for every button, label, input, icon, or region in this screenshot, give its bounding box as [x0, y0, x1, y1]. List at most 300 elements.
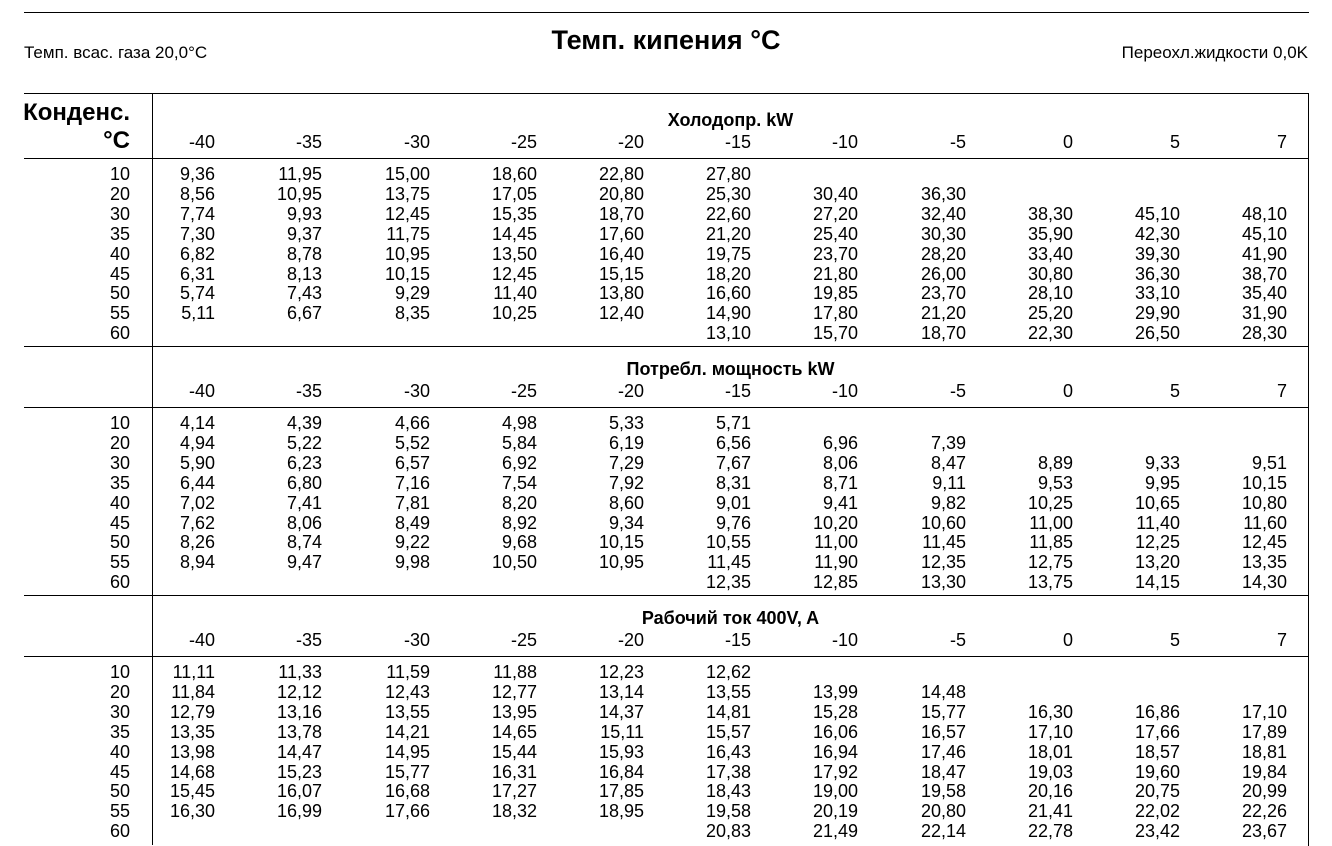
table-cell: 9,37: [286, 223, 322, 244]
table-cell: 15,11: [600, 721, 644, 742]
table-cell: 22,02: [1134, 801, 1180, 822]
table-cell: 8,56: [179, 183, 215, 204]
evaporating-temp-column-header: -25: [510, 132, 537, 152]
table-cell: 23,67: [1241, 821, 1287, 842]
table-cell: 13,78: [276, 721, 322, 742]
table-cell: 18,70: [598, 203, 644, 224]
table-cell: 29,90: [1134, 303, 1180, 324]
condensing-temp-row-label: 60: [109, 323, 130, 344]
table-cell: 8,74: [286, 532, 322, 553]
condensing-temp-row-label: 40: [109, 492, 130, 513]
evaporating-temp-column-header: -10: [831, 381, 858, 401]
table-cell: 18,60: [491, 164, 537, 184]
condensing-temp-row-label: 30: [109, 203, 130, 224]
condensing-temp-row-label: 40: [109, 243, 130, 264]
table-cell: 17,80: [812, 303, 858, 324]
table-cell: 28,30: [1241, 323, 1287, 344]
table-cell: 14,21: [384, 721, 430, 742]
evaporating-temp-column-header: -25: [510, 630, 537, 650]
table-cell: 12,12: [276, 681, 322, 702]
table-cell: 8,94: [179, 552, 215, 573]
table-cell: 15,35: [491, 203, 537, 224]
table-cell: 33,10: [1134, 283, 1180, 304]
table-cell: 21,20: [705, 223, 751, 244]
table-cell: 36,30: [1134, 263, 1180, 284]
table-cell: 16,43: [705, 741, 751, 762]
table-cell: 11,95: [278, 164, 322, 184]
table-cell: 6,57: [394, 452, 430, 473]
table-cell: 19,84: [1241, 761, 1287, 782]
table-cell: 28,10: [1027, 283, 1073, 304]
table-cell: 27,20: [812, 203, 858, 224]
evaporating-temp-column-header: -40: [188, 132, 215, 152]
table-cell: 8,26: [179, 532, 215, 553]
table-cell: 8,35: [394, 303, 430, 324]
table-cell: 32,40: [920, 203, 966, 224]
table-cell: 7,81: [394, 492, 430, 513]
table-cell: 7,62: [179, 512, 215, 533]
table-cell: 5,74: [179, 283, 215, 304]
table-cell: 12,45: [491, 263, 537, 284]
table-section: [24, 359, 1309, 595]
evaporating-temp-column-header: 0: [1062, 381, 1073, 401]
table-cell: 14,81: [705, 701, 751, 722]
table-cell: 22,26: [1241, 801, 1287, 822]
table-cell: 18,95: [598, 801, 644, 822]
table-cell: 17,27: [491, 781, 537, 802]
table-cell: 14,37: [598, 701, 644, 722]
table-cell: 15,77: [920, 701, 966, 722]
subcooling-label: Переохл.жидкости 0,0K: [1121, 43, 1308, 62]
table-cell: 7,67: [715, 452, 751, 473]
table-cell: 7,29: [608, 452, 644, 473]
table-cell: 7,02: [179, 492, 215, 513]
table-cell: 18,20: [705, 263, 751, 284]
table-cell: 13,55: [705, 681, 751, 702]
table-cell: 6,56: [715, 432, 751, 453]
table-cell: 19,58: [920, 781, 966, 802]
table-cell: 15,93: [598, 741, 644, 762]
table-cell: 6,67: [286, 303, 322, 324]
evaporating-temp-column-header: 7: [1276, 630, 1287, 650]
table-cell: 15,28: [812, 701, 858, 722]
table-cell: 17,60: [598, 223, 644, 244]
table-cell: 30,40: [812, 183, 858, 204]
table-cell: 15,45: [169, 781, 215, 802]
condensing-temp-row-label: 55: [109, 801, 130, 822]
evaporating-temp-column-header: -20: [617, 132, 644, 152]
table-cell: 13,35: [169, 721, 215, 742]
table-cell: 13,55: [384, 701, 430, 722]
section-divider: [24, 346, 1309, 347]
table-cell: 35,40: [1241, 283, 1287, 304]
evaporating-temp-column-header: -10: [831, 132, 858, 152]
table-cell: 7,16: [394, 472, 430, 493]
table-cell: 16,40: [598, 243, 644, 264]
table-cell: 13,75: [1027, 572, 1073, 593]
table-cell: 9,11: [932, 472, 966, 493]
evaporating-temp-column-header: -40: [188, 381, 215, 401]
table-cell: 12,23: [598, 662, 644, 682]
evaporating-temp-column-header: -10: [831, 630, 858, 650]
table-cell: 10,25: [491, 303, 537, 324]
table-cell: 10,15: [1241, 472, 1287, 493]
table-cell: 5,33: [608, 413, 644, 433]
table-cell: 12,40: [598, 303, 644, 324]
table-cell: 13,50: [491, 243, 537, 264]
table-cell: 13,95: [491, 701, 537, 722]
table-cell: 11,90: [814, 552, 858, 573]
evaporating-temp-column-header: -15: [724, 381, 751, 401]
condensing-temp-row-label: 20: [109, 681, 130, 702]
table-cell: 17,10: [1241, 701, 1287, 722]
table-cell: 13,75: [384, 183, 430, 204]
table-cell: 7,43: [286, 283, 322, 304]
table-cell: 18,01: [1027, 741, 1073, 762]
table-cell: 45,10: [1134, 203, 1180, 224]
table-cell: 20,75: [1134, 781, 1180, 802]
table-cell: 9,82: [930, 492, 966, 513]
table-cell: 25,40: [812, 223, 858, 244]
header-rule: [24, 158, 1309, 159]
table-cell: 8,71: [822, 472, 858, 493]
table-cell: 25,20: [1027, 303, 1073, 324]
table-cell: 16,07: [276, 781, 322, 802]
table-cell: 8,49: [394, 512, 430, 533]
table-cell: 10,65: [1134, 492, 1180, 513]
table-cell: 13,99: [812, 681, 858, 702]
table-cell: 16,57: [920, 721, 966, 742]
table-cell: 45,10: [1241, 223, 1287, 244]
table-cell: 30,80: [1027, 263, 1073, 284]
table-cell: 10,60: [920, 512, 966, 533]
condensing-temp-row-label: 50: [109, 283, 130, 304]
condensing-temp-row-label: 20: [109, 183, 130, 204]
evaporating-temp-column-header: -20: [617, 381, 644, 401]
evaporating-temp-column-header: -5: [949, 630, 966, 650]
table-cell: 39,30: [1134, 243, 1180, 264]
condensing-temp-row-label: 55: [109, 552, 130, 573]
table-cell: 8,47: [930, 452, 966, 473]
evaporating-temp-column-header: -35: [295, 630, 322, 650]
table-cell: 16,94: [812, 741, 858, 762]
table-cell: 6,23: [286, 452, 322, 473]
table-cell: 5,11: [181, 303, 215, 324]
table-cell: 19,03: [1027, 761, 1073, 782]
table-cell: 14,45: [491, 223, 537, 244]
table-cell: 10,20: [812, 512, 858, 533]
table-cell: 11,45: [922, 532, 966, 553]
table-cell: 33,40: [1027, 243, 1073, 264]
table-cell: 13,16: [276, 701, 322, 722]
table-cell: 12,35: [920, 552, 966, 573]
table-cell: 11,33: [278, 662, 322, 682]
table-cell: 17,46: [920, 741, 966, 762]
table-cell: 38,30: [1027, 203, 1073, 224]
evaporating-temp-column-header: 7: [1276, 132, 1287, 152]
table-cell: 12,35: [705, 572, 751, 593]
table-cell: 18,81: [1241, 741, 1287, 762]
table-cell: 15,77: [384, 761, 430, 782]
table-cell: 5,22: [286, 432, 322, 453]
table-cell: 9,93: [286, 203, 322, 224]
table-cell: 10,55: [705, 532, 751, 553]
table-cell: 19,60: [1134, 761, 1180, 782]
table-cell: 5,84: [501, 432, 537, 453]
table-cell: 9,95: [1144, 472, 1180, 493]
table-cell: 17,66: [1134, 721, 1180, 742]
table-cell: 6,96: [822, 432, 858, 453]
condensing-temp-row-label: 35: [109, 223, 130, 244]
table-cell: 14,48: [920, 681, 966, 702]
table-cell: 14,65: [491, 721, 537, 742]
table-cell: 4,98: [501, 413, 537, 433]
condensing-temp-row-label: 40: [109, 741, 130, 762]
table-cell: 9,22: [394, 532, 430, 553]
table-cell: 9,33: [1144, 452, 1180, 473]
table-section: [24, 608, 1309, 845]
condensing-temp-row-label: 30: [109, 452, 130, 473]
table-cell: 9,68: [501, 532, 537, 553]
table-cell: 12,62: [705, 662, 751, 682]
condensing-temp-row-label: 60: [109, 572, 130, 593]
table-cell: 5,71: [715, 413, 751, 433]
table-cell: 18,32: [491, 801, 537, 822]
table-cell: 20,83: [705, 821, 751, 842]
table-cell: 13,98: [169, 741, 215, 762]
table-cell: 6,92: [501, 452, 537, 473]
table-cell: 25,30: [705, 183, 751, 204]
condensing-temp-row-label: 10: [109, 413, 130, 433]
table-cell: 18,57: [1134, 741, 1180, 762]
header-rule: [24, 656, 1309, 657]
table-cell: 5,90: [179, 452, 215, 473]
table-cell: 11,75: [386, 223, 430, 244]
table-cell: 20,99: [1241, 781, 1287, 802]
table-cell: 11,40: [493, 283, 537, 304]
table-cell: 6,19: [608, 432, 644, 453]
table-cell: 15,57: [705, 721, 751, 742]
table-cell: 7,54: [501, 472, 537, 493]
condensing-temp-row-label: 60: [109, 821, 130, 842]
table-cell: 11,59: [386, 662, 430, 682]
table-cell: 14,15: [1134, 572, 1180, 593]
table-cell: 35,90: [1027, 223, 1073, 244]
table-cell: 8,31: [715, 472, 751, 493]
table-cell: 13,30: [920, 572, 966, 593]
table-cell: 20,19: [812, 801, 858, 822]
condensing-temp-row-label: 10: [109, 662, 130, 682]
table-cell: 6,31: [179, 263, 215, 284]
evaporating-temp-column-header: -25: [510, 381, 537, 401]
table-cell: 11,85: [1029, 532, 1073, 553]
table-cell: 19,85: [812, 283, 858, 304]
table-cell: 6,44: [179, 472, 215, 493]
condensing-temp-header-line1: Конденс.: [23, 99, 130, 126]
table-cell: 16,68: [384, 781, 430, 802]
table-cell: 15,44: [491, 741, 537, 762]
table-cell: 23,70: [812, 243, 858, 264]
table-cell: 23,42: [1134, 821, 1180, 842]
condensing-temp-row-label: 45: [109, 761, 130, 782]
table-cell: 16,99: [276, 801, 322, 822]
table-cell: 36,30: [920, 183, 966, 204]
table-cell: 22,80: [598, 164, 644, 184]
table-cell: 19,75: [705, 243, 751, 264]
table-cell: 7,41: [286, 492, 322, 513]
table-cell: 30,30: [920, 223, 966, 244]
table-cell: 8,92: [501, 512, 537, 533]
evaporating-temp-column-header: -30: [403, 630, 430, 650]
table-cell: 13,10: [705, 323, 751, 344]
table-cell: 22,14: [920, 821, 966, 842]
table-cell: 14,90: [705, 303, 751, 324]
evaporating-temp-column-header: 0: [1062, 630, 1073, 650]
condensing-temp-header-line2: °C: [103, 127, 130, 154]
table-cell: 21,41: [1027, 801, 1073, 822]
table-cell: 22,30: [1027, 323, 1073, 344]
table-cell: 6,82: [179, 243, 215, 264]
table-cell: 9,34: [608, 512, 644, 533]
table-cell: 21,20: [920, 303, 966, 324]
table-cell: 4,14: [179, 413, 215, 433]
table-cell: 7,74: [179, 203, 215, 224]
table-cell: 19,58: [705, 801, 751, 822]
condensing-temp-row-label: 45: [109, 263, 130, 284]
header-rule: [24, 407, 1309, 408]
table-cell: 14,47: [276, 741, 322, 762]
condensing-temp-row-label: 30: [109, 701, 130, 722]
table-cell: 11,84: [171, 681, 215, 702]
table-cell: 16,84: [598, 761, 644, 782]
table-cell: 13,80: [598, 283, 644, 304]
table-cell: 17,92: [812, 761, 858, 782]
table-cell: 11,60: [1243, 512, 1287, 533]
table-cell: 38,70: [1241, 263, 1287, 284]
table-cell: 10,50: [491, 552, 537, 573]
table-cell: 42,30: [1134, 223, 1180, 244]
table-cell: 12,43: [384, 681, 430, 702]
section-title: Холодопр. kW: [667, 110, 794, 130]
table-cell: 14,30: [1241, 572, 1287, 593]
table-cell: 11,00: [814, 532, 858, 553]
table-cell: 11,45: [707, 552, 751, 573]
table-cell: 8,13: [286, 263, 322, 284]
evaporating-temp-column-header: -5: [949, 381, 966, 401]
table-cell: 10,15: [384, 263, 430, 284]
table-cell: 18,47: [920, 761, 966, 782]
table-cell: 10,15: [598, 532, 644, 553]
table-cell: 16,31: [491, 761, 537, 782]
table-cell: 12,85: [812, 572, 858, 593]
table-cell: 12,77: [491, 681, 537, 702]
evaporating-temp-column-header: 5: [1169, 630, 1180, 650]
evaporating-temp-column-header: 5: [1169, 381, 1180, 401]
table-cell: 10,95: [384, 243, 430, 264]
table-cell: 22,60: [705, 203, 751, 224]
table-cell: 12,75: [1027, 552, 1073, 573]
table-cell: 17,05: [491, 183, 537, 204]
table-cell: 4,66: [394, 413, 430, 433]
table-cell: 16,30: [169, 801, 215, 822]
table-cell: 12,45: [1241, 532, 1287, 553]
condensing-temp-row-label: 20: [109, 432, 130, 453]
table-cell: 8,06: [286, 512, 322, 533]
table-cell: 4,94: [179, 432, 215, 453]
table-cell: 8,78: [286, 243, 322, 264]
table-cell: 15,23: [276, 761, 322, 782]
condensing-temp-row-label: 45: [109, 512, 130, 533]
table-cell: 10,95: [598, 552, 644, 573]
page-title: Темп. кипения °C: [551, 25, 781, 55]
table-section: [24, 110, 1309, 346]
table-cell: 11,40: [1136, 512, 1180, 533]
table-cell: 9,47: [286, 552, 322, 573]
evaporating-temp-column-header: -30: [403, 381, 430, 401]
table-cell: 20,80: [598, 183, 644, 204]
table-cell: 15,70: [812, 323, 858, 344]
table-cell: 16,06: [812, 721, 858, 742]
table-cell: 8,60: [608, 492, 644, 513]
table-cell: 11,11: [172, 662, 215, 682]
table-cell: 26,50: [1134, 323, 1180, 344]
table-cell: 7,30: [179, 223, 215, 244]
table-cell: 26,00: [920, 263, 966, 284]
condensing-temp-row-label: 10: [109, 164, 130, 184]
table-cell: 9,01: [715, 492, 751, 513]
evaporating-temp-column-header: 0: [1062, 132, 1073, 152]
evaporating-temp-column-header: -15: [724, 132, 751, 152]
table-cell: 13,14: [598, 681, 644, 702]
table-cell: 27,80: [705, 164, 751, 184]
table-cell: 16,86: [1134, 701, 1180, 722]
condensing-temp-row-label: 35: [109, 472, 130, 493]
table-cell: 15,00: [384, 164, 430, 184]
table-cell: 16,30: [1027, 701, 1073, 722]
condensing-temp-row-label: 35: [109, 721, 130, 742]
evaporating-temp-column-header: -30: [403, 132, 430, 152]
table-cell: 17,10: [1027, 721, 1073, 742]
table-cell: 9,29: [394, 283, 430, 304]
evaporating-temp-column-header: -5: [949, 132, 966, 152]
table-cell: 10,25: [1027, 492, 1073, 513]
table-cell: 14,95: [384, 741, 430, 762]
table-cell: 17,38: [705, 761, 751, 782]
table-cell: 11,88: [493, 662, 537, 682]
table-cell: 6,80: [286, 472, 322, 493]
table-cell: 12,25: [1134, 532, 1180, 553]
evaporating-temp-column-header: -15: [724, 630, 751, 650]
condensing-temp-row-label: 50: [109, 532, 130, 553]
table-cell: 48,10: [1241, 203, 1287, 224]
table-cell: 7,39: [930, 432, 966, 453]
table-cell: 9,53: [1037, 472, 1073, 493]
table-cell: 41,90: [1241, 243, 1287, 264]
table-cell: 10,95: [276, 183, 322, 204]
suction-gas-temp-label: Темп. всас. газа 20,0°C: [24, 43, 208, 62]
table-cell: 4,39: [286, 413, 322, 433]
top-rule: [24, 12, 1309, 13]
table-cell: 17,89: [1241, 721, 1287, 742]
table-cell: 18,43: [705, 781, 751, 802]
table-cell: 22,78: [1027, 821, 1073, 842]
table-cell: 5,52: [394, 432, 430, 453]
table-cell: 17,66: [384, 801, 430, 822]
table-cell: 8,89: [1037, 452, 1073, 473]
table-cell: 9,36: [179, 164, 215, 184]
table-cell: 21,80: [812, 263, 858, 284]
table-cell: 20,16: [1027, 781, 1073, 802]
